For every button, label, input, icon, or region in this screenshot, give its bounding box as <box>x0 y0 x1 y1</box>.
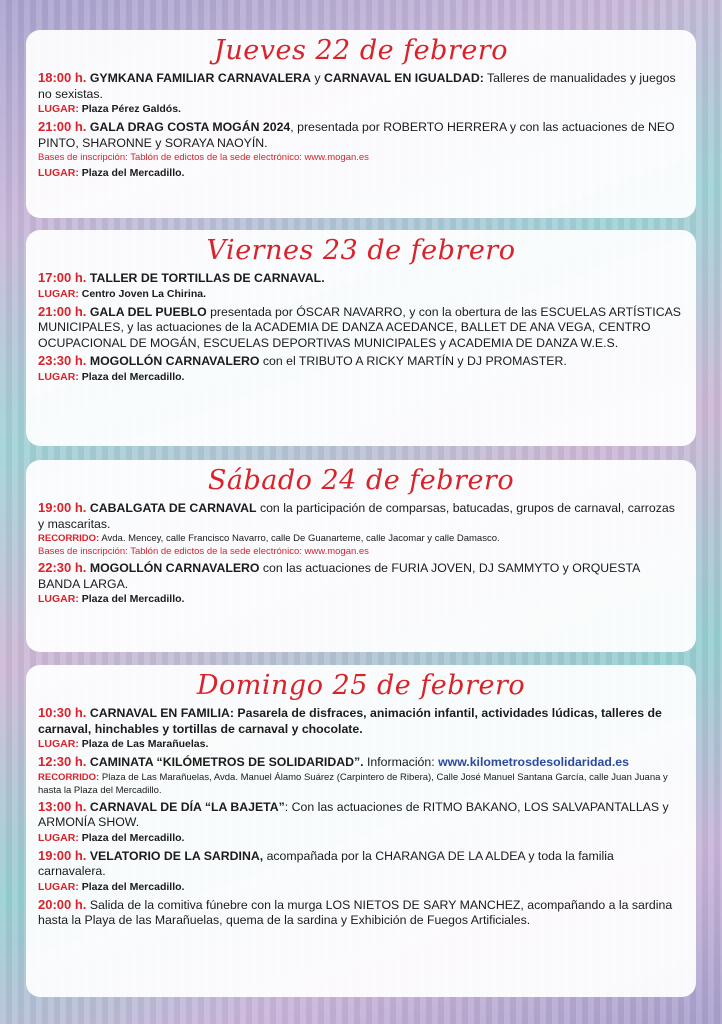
event-location <box>38 737 684 751</box>
event-time: 21:00 h. <box>38 119 87 134</box>
location-label: LUGAR: <box>38 103 79 115</box>
location-value: Plaza del Mercadillo. <box>78 167 185 179</box>
event-name: CARNAVAL EN IGUALDAD: <box>323 71 484 85</box>
day-title: Jueves 22 de febrero <box>214 35 508 66</box>
event-item <box>38 119 684 151</box>
location-label: LUGAR: <box>38 738 79 750</box>
event-item <box>38 70 684 102</box>
event-item <box>38 799 684 831</box>
event-item <box>38 560 684 592</box>
registration-info: Bases de inscripción: Tablón de edictos de la sede electrónico: www.mogan.es <box>38 546 369 557</box>
event-name: MOGOLLÓN CARNAVALERO <box>89 561 260 575</box>
event-text: Información: <box>363 755 439 769</box>
event-name: GALA DEL PUEBLO <box>89 304 207 319</box>
day-title: Viernes 23 de febrero <box>206 235 516 266</box>
event-name: CAMINATA “KILÓMETROS DE SOLIDARIDAD”. <box>89 755 364 769</box>
event-location <box>38 102 684 116</box>
location-value: Plaza del Mercadillo. <box>78 593 185 605</box>
event-time: 23:30 h. <box>38 353 87 368</box>
event-text: , presentada por ROBERTO HERRERA y con las actuaciones de NEO PINTO, SHARONNE y SORAYA NAOYÍN. <box>38 120 675 150</box>
location-value: Centro Joven La Chirina. <box>78 287 207 300</box>
event-item <box>38 304 684 352</box>
event-item <box>38 848 684 880</box>
location-label: LUGAR: <box>38 287 79 300</box>
event-name: CABALGATA DE CARNAVAL <box>89 501 257 515</box>
event-item <box>38 270 684 287</box>
day-title: Domingo 25 de febrero <box>196 670 526 701</box>
location-value: Plaza del Mercadillo. <box>78 880 185 893</box>
event-time: 21:00 h. <box>38 303 87 319</box>
event-time: 12:30 h. <box>38 754 87 769</box>
location-label: LUGAR: <box>38 880 79 893</box>
event-item <box>38 500 684 532</box>
location-value: Plaza del Mercadillo. <box>78 831 185 844</box>
event-text: con el TRIBUTO A RICKY MARTÍN y DJ PROMASTER. <box>259 354 567 368</box>
event-time: 10:30 h. <box>38 705 87 720</box>
event-name: MOGOLLÓN CARNAVALERO <box>89 354 260 368</box>
event-text: Pasarela de disfraces, animación infantil, actividades lúdicas, talleres de carnaval, hinchables y tortillas de carnaval y chocolate. <box>38 706 662 736</box>
event-text: acompañada por la CHARANGA DE LA ALDEA y toda la familia carnavalera. <box>38 848 614 878</box>
event-time: 19:00 h. <box>38 847 87 863</box>
event-time: 18:00 h. <box>38 70 87 85</box>
event-item <box>38 353 684 370</box>
event-name: GYMKANA FAMILIAR CARNAVALERA <box>89 71 311 85</box>
location-label: LUGAR: <box>38 370 79 383</box>
event-item <box>38 897 684 929</box>
event-location <box>38 166 684 180</box>
event-name: CARNAVAL EN FAMILIA: <box>89 706 234 720</box>
event-item <box>38 705 684 737</box>
event-text: presentada por ÓSCAR NAVARRO, y con la obertura de las ESCUELAS ARTÍSTICAS MUNICIPALES, y las actuaciones de la ACADEMIA DE DANZA ACEDANCE, BALLET DE ANA VEGA, CENTRO OCUPACIONAL DE MOGÁN, ESCUELAS DEPORTIVAS MUNICIPALES y ACADEMIA DE DANZA W.E.S. <box>38 304 681 350</box>
route-label: RECORRIDO: <box>38 533 100 544</box>
day-card-domingo <box>26 665 696 997</box>
route-value: Plaza de Las Marañuelas, Avda. Manuel Álamo Suárez (Carpintero de Ribera), Calle José Manuel Santana García, calle Juan Juana y hasta la Plaza del Mercadillo. <box>38 771 668 796</box>
event-location <box>38 831 684 845</box>
event-text: con las actuaciones de FURIA JOVEN, DJ SAMMYTO y ORQUESTA BANDA LARGA. <box>38 561 640 591</box>
event-time: 17:00 h. <box>38 270 87 285</box>
day-card-viernes <box>26 230 696 446</box>
event-text: Salida de la comitiva fúnebre con la murga LOS NIETOS DE SARY MANCHEZ, acompañando a la sardina hasta la Playa de las Marañuelas, quema de la sardina y Exhibición de Fuegos Artificiales. <box>38 897 673 927</box>
event-location <box>38 592 684 606</box>
event-route <box>38 771 684 797</box>
event-name: GALA DRAG COSTA MOGÁN 2024 <box>89 120 291 134</box>
location-value: Plaza del Mercadillo. <box>78 370 185 383</box>
location-label: LUGAR: <box>38 167 79 179</box>
location-label: LUGAR: <box>38 831 79 844</box>
location-value: Plaza de Las Marañuelas. <box>78 738 209 750</box>
event-location <box>38 880 684 894</box>
location-value: Plaza Pérez Galdós. <box>78 103 181 115</box>
day-card-jueves <box>26 30 696 218</box>
event-time: 19:00 h. <box>38 500 87 515</box>
event-item <box>38 754 684 771</box>
route-value: Avda. Mencey, calle Francisco Navarro, calle De Guanarteme, calle Jacomar y calle Damasco. <box>99 533 500 544</box>
event-route <box>38 532 684 545</box>
info-link[interactable]: www.kilometrosdesolidaridad.es <box>438 755 629 769</box>
event-location <box>38 370 684 384</box>
registration-info: Bases de inscripción: Tablón de edictos de la sede electrónico: www.mogan.es <box>38 152 369 163</box>
event-time: 20:00 h. <box>38 896 87 912</box>
event-text: : Con las actuaciones de RITMO BAKANO, LOS SALVAPANTALLAS y ARMONÍA SHOW. <box>38 799 669 829</box>
event-name: CARNAVAL DE DÍA “LA BAJETA” <box>89 799 285 814</box>
event-location <box>38 287 684 301</box>
event-time: 13:00 h. <box>38 798 87 814</box>
event-name: TALLER DE TORTILLAS DE CARNAVAL. <box>89 271 325 285</box>
event-text: y <box>310 71 324 85</box>
event-name: VELATORIO DE LA SARDINA, <box>89 848 264 863</box>
event-time: 22:30 h. <box>38 560 87 575</box>
event-text: Talleres de manualidades y juegos no sexistas. <box>38 71 676 101</box>
day-card-sabado <box>26 460 696 652</box>
route-label: RECORRIDO: <box>38 771 100 783</box>
location-label: LUGAR: <box>38 593 79 605</box>
day-title: Sábado 24 de febrero <box>207 465 515 496</box>
event-text: con la participación de comparsas, batucadas, grupos de carnaval, carrozas y mascaritas. <box>38 501 675 531</box>
